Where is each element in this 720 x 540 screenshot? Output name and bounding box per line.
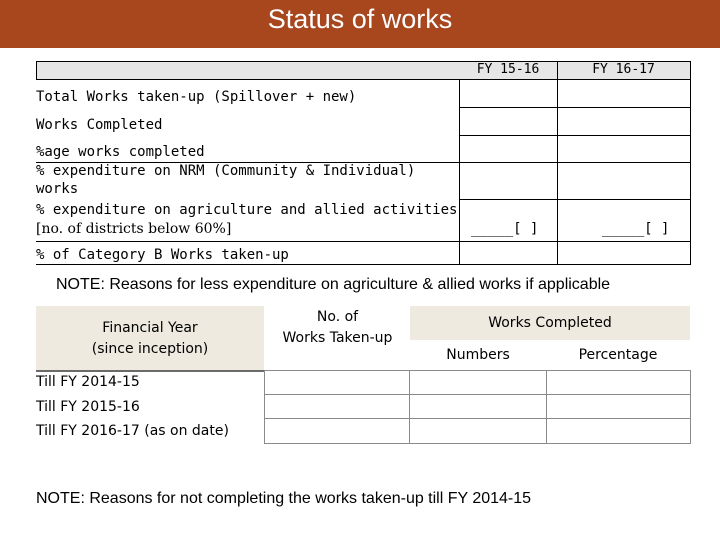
table-cell [409, 418, 547, 444]
note-agriculture: NOTE: Reasons for less expenditure on agriculture & allied works if applicable [56, 276, 611, 293]
row-label-2016-17: Till FY 2016-17 (as on date) [36, 423, 229, 439]
table-rule [459, 199, 691, 200]
table-cell [409, 394, 547, 419]
header-works-completed: Works Completed [488, 315, 612, 331]
table-cell [264, 394, 410, 419]
header-taken-line2: Works Taken-up [282, 330, 393, 346]
table-cell [546, 370, 691, 395]
row-label-works-completed: Works Completed [36, 117, 163, 133]
row-label-total-works: Total Works taken-up (Spillover + new) [36, 89, 357, 105]
table-cell [546, 394, 691, 419]
row-label-2014-15: Till FY 2014-15 [36, 374, 140, 390]
table-rule [36, 79, 691, 80]
row-label-2015-16: Till FY 2015-16 [36, 399, 140, 415]
table-cell [264, 418, 410, 444]
row-label-pct-nrm: % expenditure on NRM (Community & Individual) [36, 163, 416, 179]
page-title: Status of works [267, 4, 453, 34]
blank-fy16-17: _____[ ] [602, 221, 670, 237]
col-header-fy15-16: FY 15-16 [476, 62, 540, 77]
blank-fy15-16: _____[ ] [471, 221, 539, 237]
header-numbers: Numbers [446, 347, 510, 363]
table-border-right [690, 61, 691, 265]
row-label-category-b: % of Category B Works taken-up [36, 247, 289, 263]
table-border-bottom [36, 264, 691, 265]
header-percentage: Percentage [578, 347, 658, 363]
header-taken-line1: No. of [316, 309, 359, 325]
table-cell [409, 370, 547, 395]
table-rule [459, 135, 691, 136]
row-label-pct-agri: % expenditure on agriculture and allied activities [36, 202, 458, 218]
header-fy-line1: Financial Year [102, 320, 198, 336]
table-rule [557, 61, 558, 265]
row-label-districts-below: [no. of districts below 60%] [36, 221, 232, 237]
note-not-completing: NOTE: Reasons for not completing the works taken-up till FY 2014-15 [36, 490, 532, 507]
row-label-pct-nrm-cont: works [36, 181, 79, 197]
table-cell [546, 418, 691, 444]
row-label-pct-completed: %age works completed [36, 144, 205, 160]
table-border-left [36, 61, 37, 80]
table-rule [459, 107, 691, 108]
table-rule [36, 241, 691, 242]
table-cell [264, 370, 410, 395]
header-fy-line2: (since inception) [91, 341, 209, 357]
col-header-fy16-17: FY 16-17 [592, 62, 655, 77]
table-rule [459, 79, 460, 265]
